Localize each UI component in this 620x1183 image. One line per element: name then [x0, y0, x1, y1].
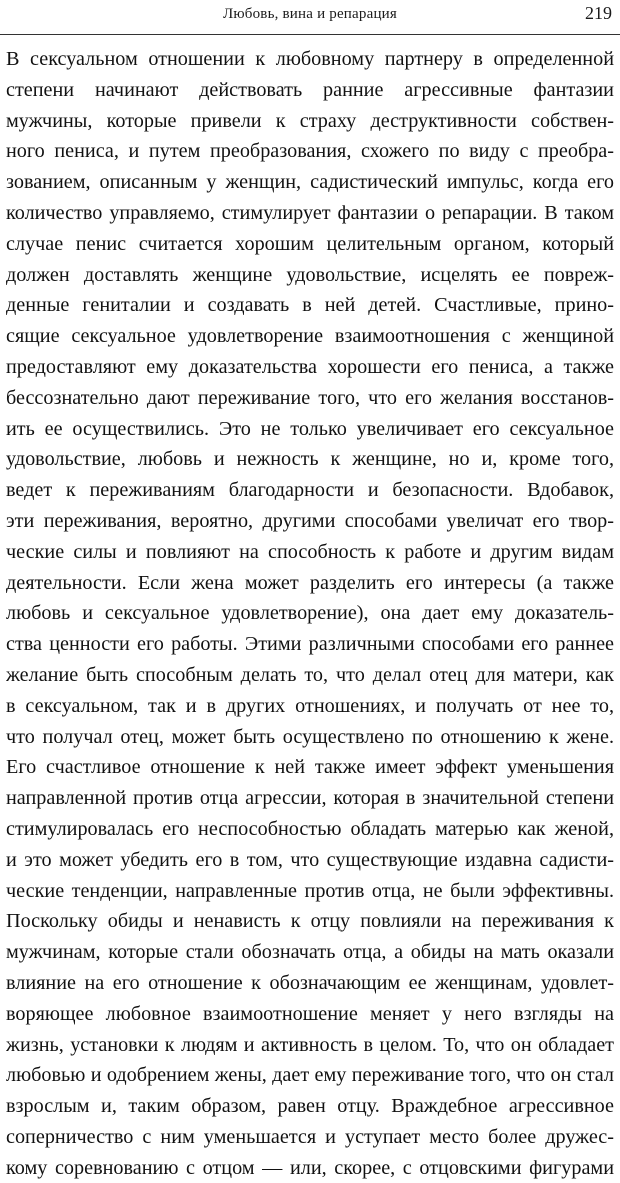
- text-line: предоставляют ему доказательства хорошести его пениса, а также: [6, 355, 614, 378]
- text-line: в сексуальном, так и в других отношениях, и получать от нее то,: [6, 694, 614, 717]
- text-line: любовь и сексуальное удовлетворение), она дает ему доказатель-: [6, 602, 614, 625]
- running-head: Любовь, вина и репарация: [222, 6, 397, 22]
- body-text: [6, 44, 614, 1183]
- text-line: удовольствие, любовь и нежность к женщине, но и, кроме того,: [6, 448, 614, 471]
- text-line: влияние на его отношение к обозначающим ее женщинам, удовлет-: [6, 971, 614, 994]
- text-line: любовью и одобрением жены, дает ему переживание того, что он стал: [6, 1064, 614, 1087]
- text-line: что получал отец, может быть осуществлено по отношению к жене.: [6, 725, 614, 748]
- text-line: соперничество с ним уменьшается и уступает место более дружес-: [6, 1125, 614, 1148]
- text-line: воряющее любовное взаимоотношение меняет у него взгляды на: [6, 1002, 614, 1025]
- page-number: 219: [585, 3, 612, 23]
- text-line: В сексуальном отношении к любовному партнеру в определенной: [6, 48, 614, 70]
- text-line: жизнь, установки к людям и активность в целом. То, что он обладает: [6, 1033, 614, 1056]
- text-line: денные гениталии и создавать в ней детей. Счастливые, прино-: [6, 294, 614, 317]
- text-line: зованием, описанным у женщин, садистический импульс, когда его: [6, 171, 614, 194]
- text-line: желание быть способным делать то, что делал отец для матери, как: [6, 663, 614, 686]
- text-line: кому соревнованию с отцом — или, скорее, с отцовскими фигурами: [6, 1156, 614, 1179]
- text-line: случае пенис считается хорошим целительным органом, который: [6, 232, 614, 255]
- text-line: направленной против отца агрессии, которая в значительной степени: [6, 787, 614, 810]
- text-line: степени начинают действовать ранние агрессивные фантазии: [6, 78, 614, 101]
- page-header: [0, 0, 620, 42]
- text-line: эти переживания, вероятно, другими способами увеличат его твор-: [6, 509, 614, 532]
- text-line: ческие тенденции, направленные против отца, не были эффективны.: [6, 879, 614, 902]
- text-line: ведет к переживаниям благодарности и безопасности. Вдобавок,: [6, 479, 614, 502]
- text-line: Его счастливое отношение к ней также имеет эффект уменьшения: [6, 756, 614, 779]
- text-line: ства ценности его работы. Этими различными способами его раннее: [6, 633, 614, 656]
- text-line: должен доставлять женщине удовольствие, исцелять ее повреж-: [6, 263, 614, 286]
- text-line: сящие сексуальное удовлетворение взаимоотношения с женщиной: [6, 325, 614, 348]
- text-line: Поскольку обиды и ненависть к отцу повлияли на переживания к: [6, 910, 614, 933]
- text-line: количество управляемо, стимулирует фантазии о репарации. В таком: [6, 201, 614, 224]
- text-line: ного пениса, и путем преобразования, схожего по виду с преобра-: [6, 140, 614, 163]
- text-line: бессознательно дают переживание того, что его желания восстанов-: [6, 386, 614, 409]
- text-line: мужчины, которые привели к страху деструктивности собствен-: [6, 109, 614, 132]
- text-line: взрослым и, таким образом, равен отцу. Враждебное агрессивное: [6, 1095, 614, 1118]
- text-line: мужчинам, которые стали обозначать отца, а обиды на мать оказали: [6, 941, 614, 964]
- text-line: деятельности. Если жена может разделить его интересы (а также: [6, 571, 614, 594]
- text-line: стимулировалась его неспособностью обладать матерью как женой,: [6, 817, 614, 840]
- text-line: ческие силы и повлияют на способность к работе и другим видам: [6, 540, 614, 563]
- text-line: ить ее осуществились. Это не только увеличивает его сексуальное: [6, 417, 614, 440]
- text-line: и это может убедить его в том, что существующие издавна садисти-: [6, 848, 614, 871]
- header-rule: [0, 34, 620, 35]
